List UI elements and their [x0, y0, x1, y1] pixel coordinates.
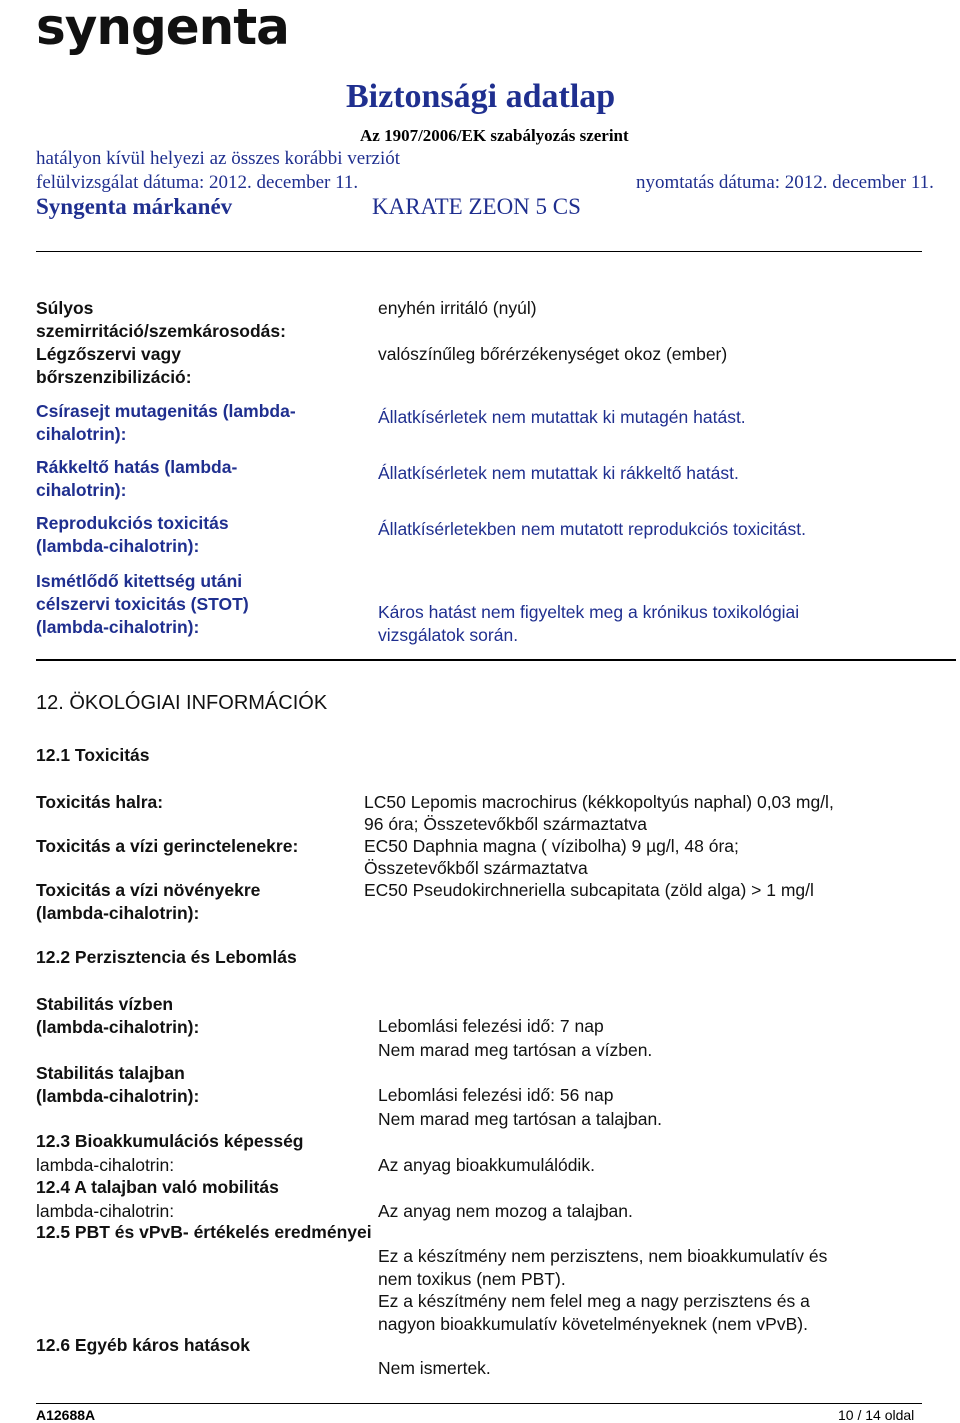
- mobility-value: Az anyag nem mozog a talajban.: [378, 1201, 633, 1221]
- document-code: A12688A: [36, 1407, 96, 1423]
- brand-value: KARATE ZEON 5 CS: [372, 194, 581, 219]
- tox-label-eye-line2: szemirritáció/szemkárosodás:: [36, 321, 286, 341]
- soil-stability-value-line1: Lebomlási felezési idő: 56 nap: [378, 1085, 614, 1105]
- soil-stability-label-line2: (lambda-cihalotrin):: [36, 1086, 200, 1106]
- plant-toxicity-label-line2: (lambda-cihalotrin):: [36, 903, 200, 923]
- tox-value-stot-line2: vizsgálatok során.: [378, 625, 519, 645]
- syngenta-logo: syngenta: [36, 0, 289, 56]
- print-date: nyomtatás dátuma: 2012. december 11.: [636, 172, 934, 193]
- tox-label-carcinogenicity-line2: cihalotrin):: [36, 480, 127, 500]
- subsection-12-1-title: 12.1 Toxicitás: [36, 745, 150, 765]
- other-effects-value: Nem ismertek.: [378, 1358, 491, 1378]
- fish-toxicity-label: Toxicitás halra:: [36, 792, 164, 812]
- tox-label-reproductive-line2: (lambda-cihalotrin):: [36, 536, 200, 556]
- invertebrate-toxicity-value-line2: Összetevőkből származtatva: [364, 858, 588, 878]
- section-divider: [36, 659, 956, 661]
- page-number: 10 / 14 oldal: [838, 1407, 915, 1423]
- plant-toxicity-value: EC50 Pseudokirchneriella subcapitata (zöld alga) > 1 mg/l: [364, 880, 814, 900]
- tox-value-sensitization: valószínűleg bőrérzékenységet okoz (ember): [378, 344, 728, 364]
- bioaccumulation-substance: lambda-cihalotrin:: [36, 1155, 175, 1175]
- mobility-substance: lambda-cihalotrin:: [36, 1201, 175, 1221]
- document-title: Biztonsági adatlap: [346, 78, 616, 115]
- pbt-value-line3: Ez a készítmény nem felel meg a nagy perzisztens és a: [378, 1291, 810, 1311]
- invertebrate-toxicity-label: Toxicitás a vízi gerinctelenekre:: [36, 836, 299, 856]
- subsection-12-6-title: 12.6 Egyéb káros hatások: [36, 1335, 250, 1355]
- subsection-12-2-title: 12.2 Perzisztencia és Lebomlás: [36, 947, 297, 967]
- section-12-title: 12. ÖKOLÓGIAI INFORMÁCIÓK: [36, 692, 328, 714]
- tox-label-stot-line1: Ismétlődő kitettség utáni: [36, 571, 243, 591]
- water-stability-value-line2: Nem marad meg tartósan a vízben.: [378, 1040, 653, 1060]
- plant-toxicity-label-line1: Toxicitás a vízi növényekre: [36, 880, 261, 900]
- supersedes-note: hatályon kívül helyezi az összes korábbi verziót: [36, 148, 401, 169]
- tox-label-stot-line2: célszervi toxicitás (STOT): [36, 594, 249, 614]
- pbt-value-line4: nagyon bioakkumulatív követelményeknek (nem vPvB).: [378, 1314, 808, 1334]
- header-divider: [36, 251, 922, 252]
- tox-label-carcinogenicity-line1: Rákkeltő hatás (lambda-: [36, 457, 238, 477]
- pbt-value-line1: Ez a készítmény nem perzisztens, nem bioakkumulatív és: [378, 1246, 828, 1266]
- tox-label-stot-line3: (lambda-cihalotrin):: [36, 617, 200, 637]
- tox-label-sensitization-line1: Légzőszervi vagy: [36, 344, 181, 364]
- tox-label-reproductive-line1: Reprodukciós toxicitás: [36, 513, 229, 533]
- invertebrate-toxicity-value-line1: EC50 Daphnia magna ( vízibolha) 9 µg/l, 48 óra;: [364, 836, 739, 856]
- tox-value-stot-line1: Káros hatást nem figyeltek meg a krónikus toxikológiai: [378, 602, 800, 622]
- footer-divider: [36, 1403, 922, 1404]
- soil-stability-label-line1: Stabilitás talajban: [36, 1063, 185, 1083]
- regulation-reference: Az 1907/2006/EK szabályozás szerint: [360, 126, 629, 145]
- soil-stability-value-line2: Nem marad meg tartósan a talajban.: [378, 1109, 663, 1129]
- revision-date: felülvizsgálat dátuma: 2012. december 11.: [36, 172, 359, 193]
- tox-value-mutagenicity: Állatkísérletek nem mutattak ki mutagén hatást.: [378, 407, 746, 427]
- tox-value-eye: enyhén irritáló (nyúl): [378, 298, 537, 318]
- subsection-12-3-title: 12.3 Bioakkumulációs képesség: [36, 1131, 304, 1151]
- tox-label-sensitization-line2: bőrszenzibilizáció:: [36, 367, 192, 387]
- subsection-12-4-title: 12.4 A talajban való mobilitás: [36, 1177, 279, 1197]
- tox-value-carcinogenicity: Állatkísérletek nem mutattak ki rákkeltő hatást.: [378, 463, 739, 483]
- water-stability-label-line2: (lambda-cihalotrin):: [36, 1017, 200, 1037]
- tox-value-reproductive: Állatkísérletekben nem mutatott reprodukciós toxicitást.: [378, 519, 806, 539]
- fish-toxicity-value-line2: 96 óra; Összetevőkből származtatva: [364, 814, 648, 834]
- water-stability-label-line1: Stabilitás vízben: [36, 994, 174, 1014]
- tox-label-eye-line1: Súlyos: [36, 298, 94, 318]
- tox-label-mutagenicity-line1: Csírasejt mutagenitás (lambda-: [36, 401, 296, 421]
- water-stability-value-line1: Lebomlási felezési idő: 7 nap: [378, 1016, 604, 1036]
- brand-label: Syngenta márkanév: [36, 194, 233, 219]
- subsection-12-5-title: 12.5 PBT és vPvB- értékelés eredményei: [36, 1222, 372, 1242]
- bioaccumulation-value: Az anyag bioakkumulálódik.: [378, 1155, 595, 1175]
- tox-label-mutagenicity-line2: cihalotrin):: [36, 424, 127, 444]
- fish-toxicity-value-line1: LC50 Lepomis macrochirus (kékkopoltyús naphal) 0,03 mg/l,: [364, 792, 834, 812]
- pbt-value-line2: nem toxikus (nem PBT).: [378, 1269, 566, 1289]
